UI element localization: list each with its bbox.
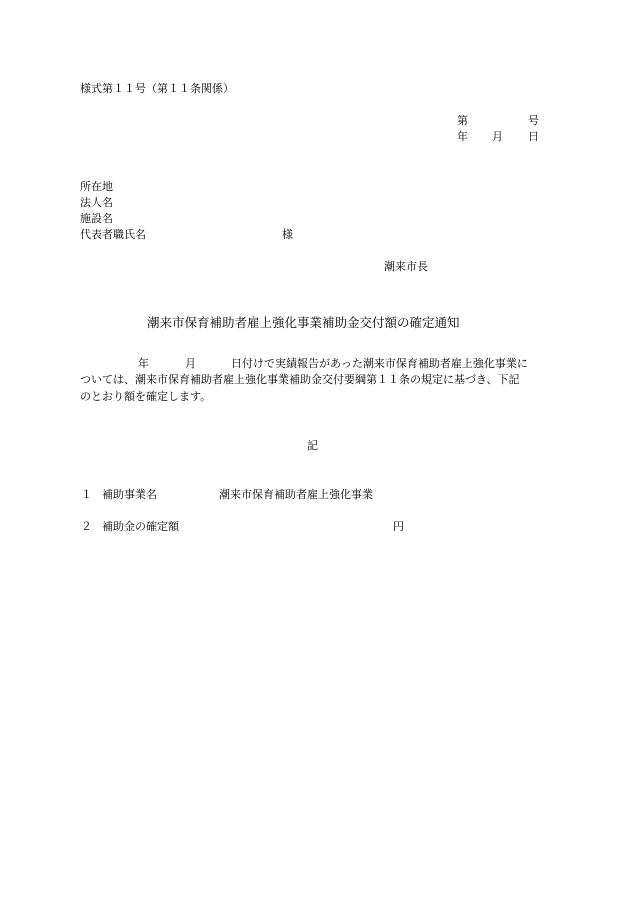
honorific: 様 bbox=[282, 228, 293, 241]
item-1-value: 潮来市保育補助者雇上強化事業 bbox=[219, 488, 373, 501]
representative-label: 代表者職氏名 bbox=[80, 228, 146, 241]
item-1-label: 補助事業名 bbox=[102, 488, 157, 501]
doc-number-suffix: 号 bbox=[528, 114, 539, 127]
body-line-3: のとおり額を確定します。 bbox=[80, 390, 212, 403]
date-year-label: 年 bbox=[457, 130, 468, 143]
item-2-number: ２ bbox=[81, 520, 92, 533]
corporation-label: 法人名 bbox=[80, 196, 113, 209]
doc-number-prefix: 第 bbox=[457, 114, 468, 127]
body-year-label: 年 bbox=[138, 357, 149, 370]
item-2-label: 補助金の確定額 bbox=[102, 520, 179, 533]
date-day-label: 日 bbox=[528, 130, 539, 143]
body-month-label: 月 bbox=[185, 357, 196, 370]
item-1-number: １ bbox=[81, 488, 92, 501]
body-line-2: ついては、潮来市保育補助者雇上強化事業補助金交付要綱第１１条の規定に基づき、下記 bbox=[80, 373, 520, 386]
location-label: 所在地 bbox=[80, 180, 113, 193]
item-2-unit: 円 bbox=[393, 520, 404, 533]
date-month-label: 月 bbox=[492, 130, 503, 143]
document-title: 潮来市保育補助者雇上強化事業補助金交付額の確定通知 bbox=[147, 315, 460, 330]
body-line-1: 日付けで実績報告があった潮来市保育補助者雇上強化事業に bbox=[231, 357, 528, 370]
issuer-name: 潮来市長 bbox=[384, 260, 428, 273]
ki-heading: 記 bbox=[307, 439, 318, 452]
facility-label: 施設名 bbox=[80, 212, 113, 225]
form-number: 様式第１１号（第１１条関係） bbox=[80, 82, 234, 95]
